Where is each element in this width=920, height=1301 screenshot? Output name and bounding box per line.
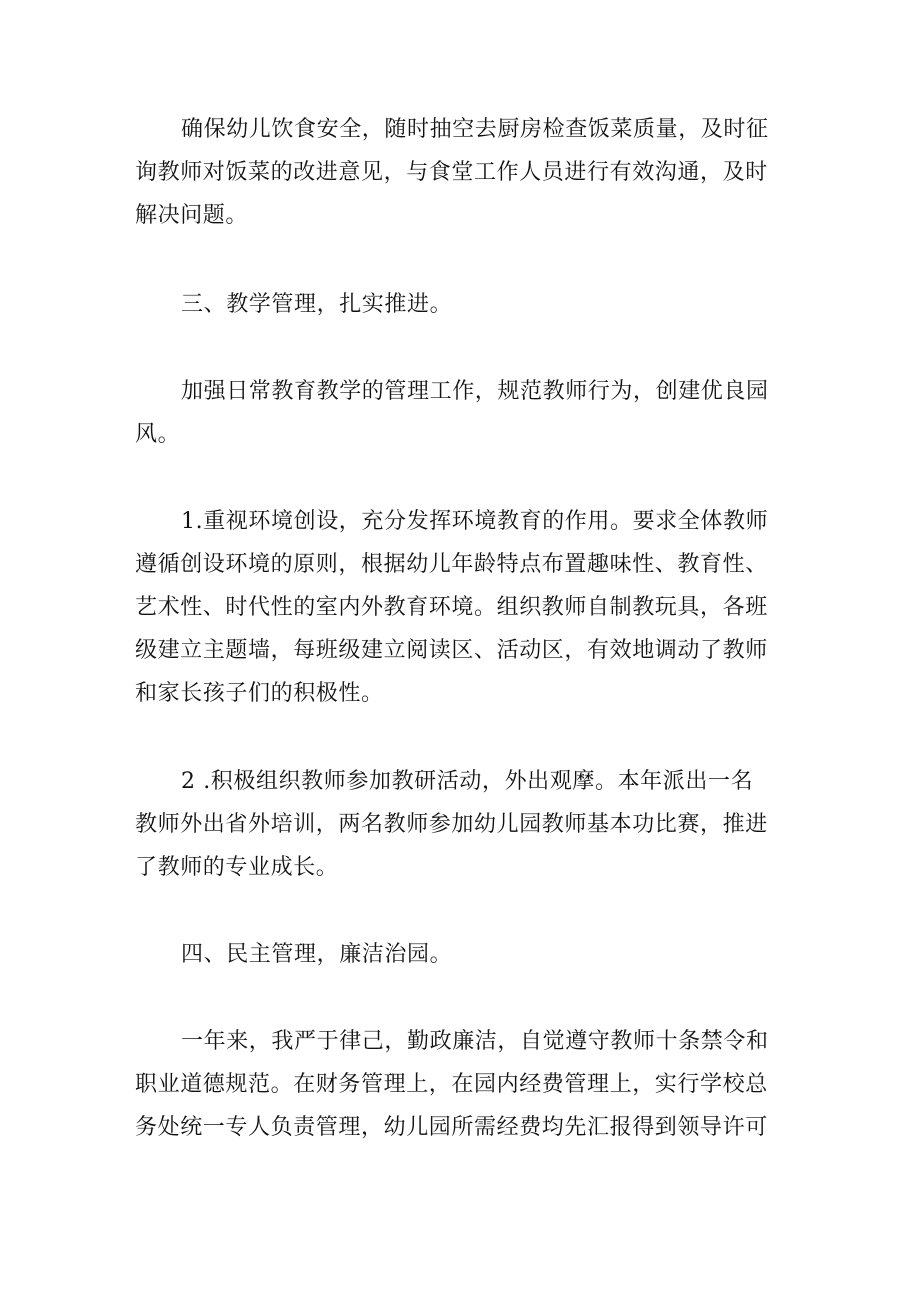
text-line: 级建立主题墙，每班级建立阅读区、活动区，有效地调动了教师 (135, 638, 768, 663)
text-line: 职业道德规范。在财务管理上，在园内经费管理上，实行学校总 (135, 1072, 768, 1097)
text-line: 解决问题。 (135, 203, 249, 228)
paragraph-self-discipline (135, 1020, 790, 1149)
text-line: 三、教学管理，扎实推进。 (181, 292, 453, 317)
text-line: 和家长孩子们的积极性。 (135, 681, 384, 706)
text-line: 1.重视环境创设，充分发挥环境教育的作用。要求全体教师 (181, 509, 769, 534)
text-line: 风。 (135, 422, 181, 447)
paragraph-daily-management (135, 370, 790, 456)
section-heading-teaching-management (135, 283, 790, 326)
text-line: 确保幼儿饮食安全，随时抽空去厨房检查饭菜质量，及时征 (181, 117, 769, 142)
paragraph-food-safety (135, 108, 790, 237)
text-line: 遵循创设环境的原则，根据幼儿年龄特点布置趣味性、教育性、 (135, 552, 768, 577)
text-line: 2 .积极组织教师参加教研活动，外出观摩。本年派出一名 (181, 769, 754, 794)
text-line: 务处统一专人负责管理，幼儿园所需经费均先汇报得到领导许可 (135, 1115, 768, 1140)
text-line: 教师外出省外培训，两名教师参加幼儿园教师基本功比赛，推进 (135, 812, 768, 837)
paragraph-item-2-teaching-research (135, 760, 790, 889)
text-line: 一年来，我严于律己，勤政廉洁，自觉遵守教师十条禁令和 (181, 1029, 769, 1054)
text-line: 加强日常教育教学的管理工作，规范教师行为，创建优良园 (181, 379, 769, 404)
text-line: 四、民主管理，廉洁治园。 (181, 942, 453, 967)
text-line: 了教师的专业成长。 (135, 855, 339, 880)
text-line: 询教师对饭菜的改进意见，与食堂工作人员进行有效沟通，及时 (135, 160, 768, 185)
paragraph-item-1-environment (135, 500, 790, 715)
text-line: 艺术性、时代性的室内外教育环境。组织教师自制教玩具，各班 (135, 595, 768, 620)
section-heading-democratic-management (135, 933, 790, 976)
